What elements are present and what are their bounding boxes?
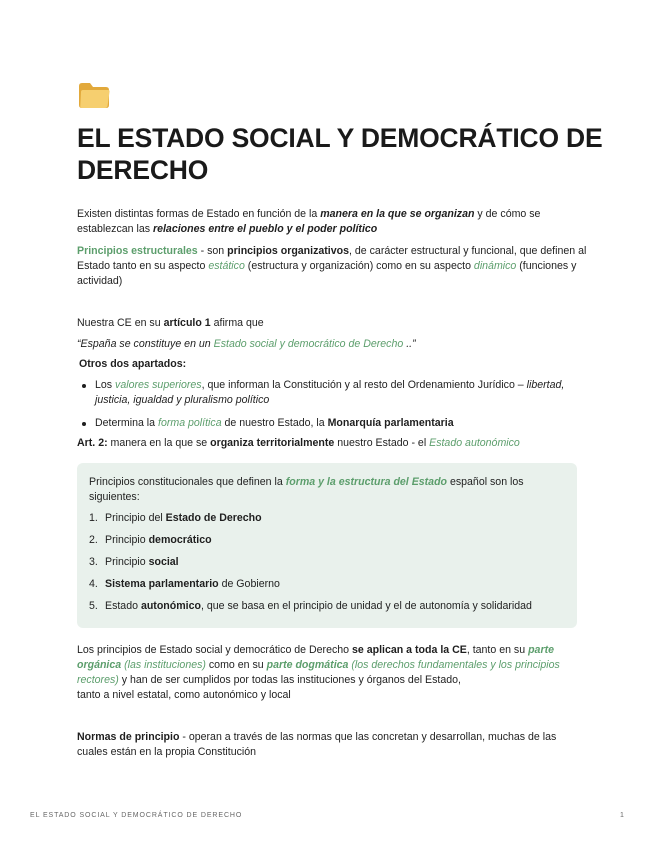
principio-item (89, 533, 569, 555)
paragraph-text: afirma que (210, 317, 264, 329)
callout-text: español son los siguientes: (89, 476, 524, 503)
paragraph-text: como en su (205, 659, 267, 671)
art2-label: Art. 2: (77, 437, 108, 449)
principios-callout (77, 463, 577, 628)
callout-text: Principios constitucionales que definen la (89, 476, 286, 488)
ce-articulo-paragraph (77, 316, 587, 331)
derechos-text: (los derechos fundamentales y los principios rectores) (77, 659, 560, 686)
normas-principio-term: Normas de principio (77, 731, 180, 743)
item-bold-text: democrático (148, 534, 212, 546)
item-text: , que informan la Constitución y al resto del Ordenamiento Jurídico – (201, 379, 527, 391)
articulo-1-term: artículo 1 (163, 317, 211, 329)
footer-title: EL ESTADO SOCIAL Y DEMOCRÁTICO DE DERECHO (30, 812, 243, 819)
item-text: Principio (105, 534, 149, 546)
item-number: 5. (89, 600, 98, 612)
principio-item (89, 599, 569, 621)
forma-estructura-term: forma y la estructura del Estado (285, 476, 448, 488)
paragraph-text: (estructura y organización) como en su aspecto (244, 260, 474, 272)
list-item (77, 416, 587, 431)
item-number: 2. (89, 534, 98, 546)
normas-paragraph (77, 730, 577, 760)
item-bold-text: autonómico (140, 600, 201, 612)
dinamico-term: dinámico (473, 260, 517, 272)
apartados-list (77, 378, 587, 431)
paragraph-text: nuestro Estado - el (334, 437, 430, 449)
principios-estructurales-term: Principios estructurales (77, 245, 198, 257)
paragraph-text: Nuestra CE en su (77, 317, 164, 329)
item-text: Determina la (95, 417, 158, 429)
estado-autonomico-term: Estado autonómico (429, 437, 520, 449)
art2-paragraph (77, 436, 587, 451)
paragraph-text: y han de ser cumplidos por todas las instituciones y órganos del Estado, (118, 674, 461, 686)
page-number: 1 (620, 812, 624, 819)
intro-text: y de cómo se establezcan las (77, 208, 541, 235)
principio-item (89, 511, 569, 533)
principio-item (89, 555, 569, 577)
item-text: Principio (105, 556, 149, 568)
otros-apartados-heading: Otros dos apartados: (79, 358, 187, 370)
se-aplican-term: se aplican a toda la CE (352, 644, 467, 656)
forma-politica-term: forma política (158, 417, 222, 429)
item-text: de nuestro Estado, la (221, 417, 328, 429)
estatico-term: estático (208, 260, 245, 272)
item-bold-text: social (148, 556, 179, 568)
intro-paragraph (77, 207, 587, 237)
constitution-quote (77, 337, 587, 352)
paragraph-text: , de carácter estructural y funcional, que definen al Estado tanto en su aspecto (77, 245, 587, 272)
item-number: 3. (89, 556, 98, 568)
instituciones-text: (las instituciones) (121, 659, 206, 671)
valores-superiores-term: valores superiores (115, 379, 202, 391)
list-item (77, 378, 587, 408)
principios-organizativos-term: principios organizativos (227, 245, 350, 257)
item-text: de Gobierno (218, 578, 280, 590)
paragraph-text: - son (197, 245, 228, 257)
monarquia-term: Monarquía parlamentaria (327, 417, 454, 429)
paragraph-text: - operan a través de las normas que las concretan y desarrollan, muchas de las cuales están en la propia Constitución (77, 731, 557, 758)
principio-item (89, 577, 569, 599)
aplicacion-paragraph (77, 643, 582, 703)
parte-organica-term: parte orgánica (77, 644, 554, 671)
principios-list (89, 511, 569, 621)
estado-social-term: Estado social y democrático de Derecho (213, 338, 404, 350)
item-number: 1. (89, 512, 98, 524)
callout-intro (89, 475, 559, 505)
quote-text: “España se constituye en un (77, 338, 214, 350)
item-bold-text: Sistema parlamentario (105, 578, 219, 590)
paragraph-text: (funciones y actividad) (77, 260, 577, 287)
quote-text: ..” (403, 338, 416, 350)
intro-emphasis-relaciones: relaciones entre el pueblo y el poder político (152, 223, 378, 235)
page-title: EL ESTADO SOCIAL Y DEMOCRÁTICO DE DERECHO (77, 123, 603, 185)
intro-emphasis-manera: manera en la que se organizan (320, 208, 475, 220)
folder-icon (77, 80, 111, 110)
paragraph-text: manera en la que se (107, 437, 211, 449)
paragraph-text: Los principios de Estado social y democrático de Derecho (77, 644, 352, 656)
paragraph-text: , tanto en su (466, 644, 529, 656)
item-bold-text: Estado de Derecho (165, 512, 262, 524)
item-text: Principio del (105, 512, 166, 524)
item-text: , que se basa en el principio de unidad y el de autonomía y solidaridad (200, 600, 532, 612)
intro-text: Existen distintas formas de Estado en función de la (77, 208, 321, 220)
parte-dogmatica-term: parte dogmática (266, 659, 349, 671)
principios-estructurales-paragraph (77, 244, 587, 289)
organiza-territorialmente-term: organiza territorialmente (210, 437, 335, 449)
paragraph-text: tanto a nivel estatal, como autonómico y local (77, 689, 291, 701)
valores-list-text: libertad, justicia, igualdad y pluralismo político (95, 379, 565, 406)
item-text: Los (95, 379, 116, 391)
item-number: 4. (89, 578, 98, 590)
item-text: Estado (105, 600, 141, 612)
